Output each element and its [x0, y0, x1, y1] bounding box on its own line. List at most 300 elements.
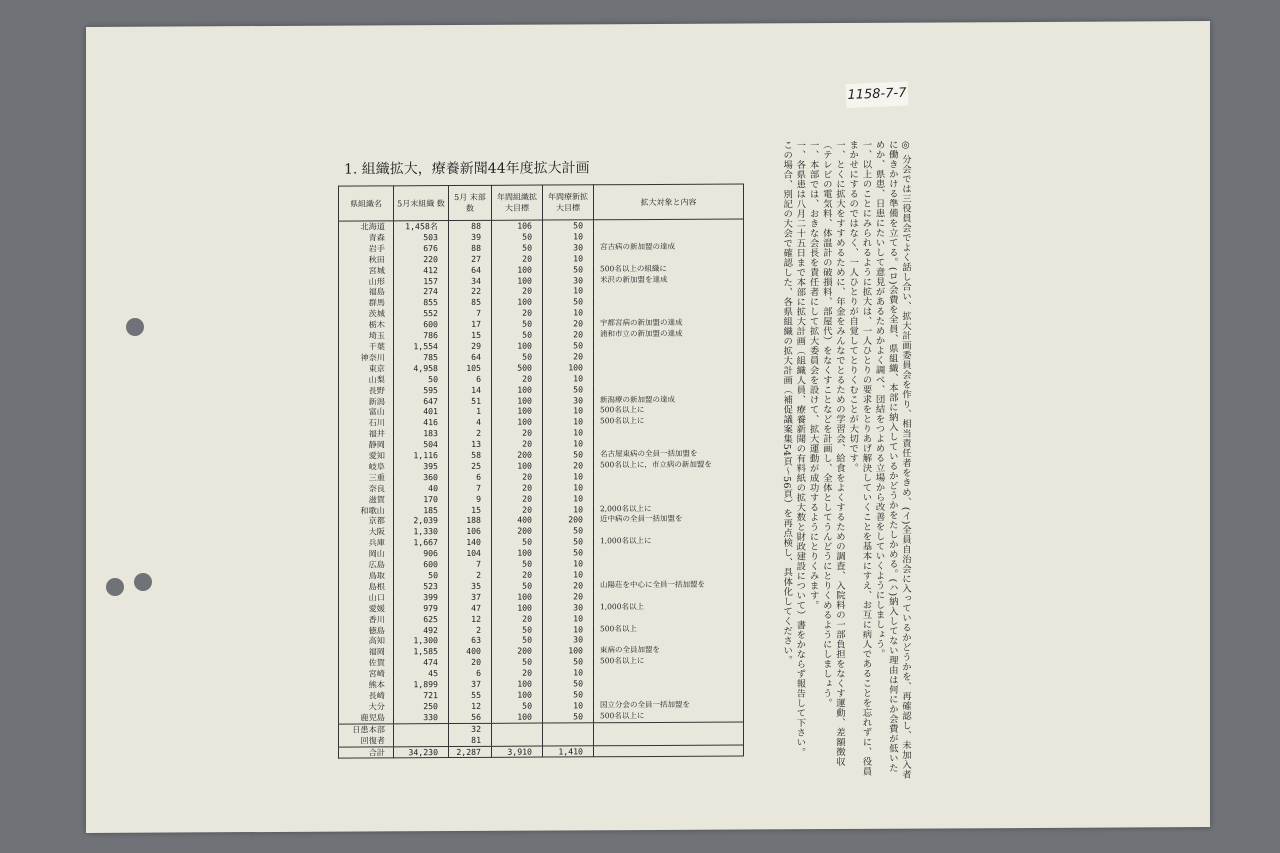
table-cell: 山口 — [339, 592, 394, 603]
table-cell: 30 — [543, 275, 594, 286]
table-cell: 412 — [394, 265, 449, 276]
table-cell: 6 — [449, 374, 492, 385]
table-cell: 10 — [543, 504, 594, 515]
table-cell: 1,116 — [394, 450, 449, 461]
table-cell: 100 — [492, 591, 543, 602]
table-cell — [594, 361, 744, 373]
table-cell: 399 — [394, 592, 449, 603]
table-cell: 10 — [543, 624, 594, 635]
table-cell: 岩手 — [339, 243, 394, 254]
table-cell — [594, 339, 744, 351]
table-cell: 10 — [543, 373, 594, 384]
table-cell: 100 — [492, 384, 543, 395]
table-cell: 10 — [543, 667, 594, 678]
table-cell: 500名以上に — [594, 656, 744, 668]
table-cell: 4,958 — [394, 363, 449, 374]
table-cell: 米沢の新加盟を達成 — [594, 274, 744, 286]
table-cell: 22 — [449, 286, 492, 297]
table-cell: 100 — [492, 548, 543, 559]
table-cell — [594, 558, 744, 570]
column-header: 5月末組織 数 — [394, 186, 449, 221]
table-cell: 50 — [543, 711, 594, 723]
punch-hole — [126, 318, 144, 336]
table-cell: 50 — [492, 559, 543, 570]
table-cell: 石川 — [339, 418, 394, 429]
table-cell: 157 — [394, 276, 449, 287]
table-cell: 合計 — [339, 746, 394, 758]
table-cell: 50 — [543, 537, 594, 548]
table-cell: 6 — [449, 668, 492, 679]
table-cell: 50 — [543, 220, 594, 232]
table-cell: 200 — [492, 526, 543, 537]
table-cell: 395 — [394, 461, 449, 472]
table-cell: 10 — [543, 286, 594, 297]
table-cell: 14 — [449, 384, 492, 395]
table-cell: 39 — [449, 232, 492, 243]
table-cell: 東病の全員加盟を — [594, 645, 744, 657]
table-cell: 104 — [449, 548, 492, 559]
table-cell: 埼玉 — [339, 330, 394, 341]
table-cell: 50 — [543, 340, 594, 351]
table-cell: 12 — [449, 613, 492, 624]
table-cell: 25 — [449, 461, 492, 472]
table-cell: 長野 — [339, 385, 394, 396]
table-cell — [594, 678, 744, 690]
table-cell: 宇都宮病の新加盟の達成 — [594, 318, 744, 330]
total-row — [339, 744, 744, 758]
paragraph: この場合、別記の大会で確認した、各県組織の拡大計画（補促議案集54頁〜56頁）を再点検し、具体化してください。 — [781, 140, 793, 666]
table-cell: 600 — [394, 559, 449, 570]
table-cell: 4 — [449, 417, 492, 428]
table-cell: 茨城 — [339, 309, 394, 320]
table-cell: 7 — [449, 308, 492, 319]
table-cell: 34,230 — [394, 746, 449, 758]
table-cell: 北海道 — [339, 221, 394, 233]
table-cell: 30 — [543, 602, 594, 613]
table-cell: 29 — [449, 341, 492, 352]
table-cell — [594, 307, 744, 319]
table-cell — [594, 438, 744, 450]
table-cell — [394, 735, 449, 747]
table-cell: 35 — [449, 581, 492, 592]
table-cell: 20 — [543, 580, 594, 591]
table-cell: 山梨 — [339, 374, 394, 385]
document-page — [86, 21, 1210, 833]
table-cell: 青森 — [339, 232, 394, 243]
table-cell: 50 — [492, 351, 543, 362]
table-cell — [594, 688, 744, 700]
table-cell: 50 — [543, 449, 594, 460]
table-cell: 10 — [543, 569, 594, 580]
table-cell: 64 — [449, 264, 492, 275]
table-cell — [594, 722, 744, 734]
table-cell: 愛媛 — [339, 603, 394, 614]
table-cell — [394, 723, 449, 735]
table-cell: 京都 — [339, 516, 394, 527]
table-cell: 979 — [394, 603, 449, 614]
table-cell — [594, 481, 744, 493]
table-cell — [594, 547, 744, 559]
table-cell: 奈良 — [339, 483, 394, 494]
table-cell: 福島 — [339, 287, 394, 298]
table-cell: 東京 — [339, 363, 394, 374]
table-cell: 40 — [394, 483, 449, 494]
table-cell: 1,585 — [394, 646, 449, 657]
table-cell: 浦和市立の新加盟の達成 — [594, 329, 744, 341]
table-cell: 20 — [543, 460, 594, 471]
table-cell: 1,000名以上 — [594, 601, 744, 613]
table-cell: 佐賀 — [339, 658, 394, 669]
table-cell — [594, 590, 744, 602]
table-cell: 416 — [394, 417, 449, 428]
table-cell: 10 — [543, 482, 594, 493]
table-cell: 220 — [394, 254, 449, 265]
table-cell: 27 — [449, 254, 492, 265]
table-cell: 1 — [449, 406, 492, 417]
table-cell: 20 — [492, 668, 543, 679]
table-cell: 50 — [492, 319, 543, 330]
table-cell: 50 — [543, 657, 594, 668]
table-cell: 88 — [449, 220, 492, 232]
table-cell: 新潟療の新加盟の達成 — [594, 394, 744, 406]
table-cell: 20 — [492, 570, 543, 581]
table-cell: 17 — [449, 319, 492, 330]
table-cell: 492 — [394, 625, 449, 636]
table-cell — [594, 383, 744, 395]
table-cell: 秋田 — [339, 254, 394, 265]
table-cell: 504 — [394, 439, 449, 450]
table-cell: 20 — [543, 318, 594, 329]
table-cell: 香川 — [339, 614, 394, 625]
table-cell: 100 — [492, 395, 543, 406]
table-cell — [594, 634, 744, 646]
table-cell: 647 — [394, 396, 449, 407]
table-cell — [594, 744, 744, 757]
table-cell — [492, 723, 543, 735]
table-cell: 50 — [543, 547, 594, 558]
table-cell — [594, 285, 744, 297]
punch-hole — [134, 573, 152, 591]
table-cell: 50 — [543, 384, 594, 395]
table-cell: 625 — [394, 614, 449, 625]
table-cell: 45 — [394, 668, 449, 679]
table-cell: 81 — [449, 734, 492, 746]
table-cell: 2,287 — [449, 746, 492, 758]
table-cell: 100 — [543, 362, 594, 373]
table-cell: 20 — [492, 253, 543, 264]
table-cell: 7 — [449, 483, 492, 494]
table-cell: 13 — [449, 439, 492, 450]
notes-text-block — [752, 140, 912, 781]
table-cell: 56 — [449, 712, 492, 724]
table-cell: 岡山 — [339, 549, 394, 560]
table-cell: 50 — [394, 374, 449, 385]
table-cell: 855 — [394, 297, 449, 308]
table-cell: 330 — [394, 712, 449, 724]
catalog-tag-label: 1158-7-7 — [846, 82, 909, 108]
table-cell: 20 — [492, 439, 543, 450]
table-cell: 1,899 — [394, 679, 449, 690]
table-cell: 2,039 — [394, 516, 449, 527]
table-cell: 熊本 — [339, 679, 394, 690]
column-header: 年間療新拡大目標 — [543, 185, 594, 220]
table-cell: 100 — [492, 341, 543, 352]
table-cell: 50 — [543, 264, 594, 275]
table-cell: 58 — [449, 450, 492, 461]
column-header: 5月 末部 数 — [449, 185, 492, 220]
table-cell: 徳島 — [339, 625, 394, 636]
table-cell: 20 — [492, 471, 543, 482]
table-cell: 100 — [492, 460, 543, 471]
table-cell: 50 — [492, 635, 543, 646]
table-cell: 100 — [492, 690, 543, 701]
table-cell: 2 — [449, 428, 492, 439]
table-cell: 50 — [492, 242, 543, 253]
table-cell: 50 — [543, 689, 594, 700]
table-cell: 10 — [543, 308, 594, 319]
table-cell: 786 — [394, 330, 449, 341]
table-cell: 785 — [394, 352, 449, 363]
table-cell: 20 — [492, 613, 543, 624]
table-cell: 10 — [543, 406, 594, 417]
table-cell: 100 — [492, 275, 543, 286]
table-cell: 20 — [492, 504, 543, 515]
table-cell: 100 — [492, 602, 543, 613]
table-cell — [543, 722, 594, 734]
table-cell: 15 — [449, 504, 492, 515]
table-cell: 1,300 — [394, 635, 449, 646]
table-cell: 9 — [449, 493, 492, 504]
table-cell — [594, 252, 744, 264]
table-cell: 51 — [449, 395, 492, 406]
table-cell: 近中病の全員一括加盟を — [594, 514, 744, 526]
table-cell — [543, 734, 594, 746]
table-cell — [594, 350, 744, 362]
table-cell: 鹿児島 — [339, 712, 394, 724]
table-cell: 7 — [449, 559, 492, 570]
table-cell: 20 — [492, 308, 543, 319]
table-cell: 岐阜 — [339, 461, 394, 472]
table-cell: 500名以上に，市立病の新加盟を — [594, 459, 744, 471]
table-cell: 10 — [543, 493, 594, 504]
table-cell: 500名以上に — [594, 416, 744, 428]
table-cell — [594, 568, 744, 580]
table-cell: 長崎 — [339, 690, 394, 701]
table-cell: 宮崎 — [339, 668, 394, 679]
table-cell: 30 — [543, 242, 594, 253]
table-cell: 愛知 — [339, 450, 394, 461]
table-cell: 1,000名以上に — [594, 536, 744, 548]
table-cell: 30 — [543, 395, 594, 406]
expansion-plan-table — [338, 183, 744, 759]
table-cell: 30 — [543, 635, 594, 646]
table-cell — [594, 492, 744, 504]
table-cell: 50 — [492, 231, 543, 242]
table-cell: 群馬 — [339, 298, 394, 309]
table-cell: 64 — [449, 352, 492, 363]
table-cell — [594, 219, 744, 231]
table-cell: 50 — [492, 624, 543, 635]
table-cell: 千葉 — [339, 341, 394, 352]
table-cell: 兵庫 — [339, 538, 394, 549]
column-header: 年間組織拡大目標 — [492, 185, 543, 220]
table-cell: 50 — [492, 657, 543, 668]
table-cell: 20 — [543, 329, 594, 340]
table-cell: 106 — [449, 526, 492, 537]
table-cell: 20 — [449, 657, 492, 668]
table-cell: 721 — [394, 690, 449, 701]
table-cell: 20 — [492, 373, 543, 384]
table-cell: 1,554 — [394, 341, 449, 352]
table-cell: 10 — [543, 558, 594, 569]
table-cell: 183 — [394, 428, 449, 439]
table-cell: 宮城 — [339, 265, 394, 276]
table-cell: 360 — [394, 472, 449, 483]
table-cell: 106 — [492, 220, 543, 232]
table-cell: 503 — [394, 232, 449, 243]
table-cell: 85 — [449, 297, 492, 308]
table-cell: 200 — [543, 515, 594, 526]
table-cell: 20 — [492, 286, 543, 297]
table-cell: 600 — [394, 319, 449, 330]
table-cell: 新潟 — [339, 396, 394, 407]
table-cell: 2 — [449, 624, 492, 635]
table-cell: 福岡 — [339, 647, 394, 658]
table-cell: 676 — [394, 243, 449, 254]
table-cell: 10 — [543, 700, 594, 711]
table-cell: 32 — [449, 723, 492, 735]
table-cell: 10 — [543, 417, 594, 428]
page-title: 1. 組織拡大，療養新聞44年度拡大計画 — [344, 160, 590, 178]
table-cell: 50 — [492, 330, 543, 341]
table-cell — [594, 427, 744, 439]
table-cell: 50 — [543, 678, 594, 689]
table-cell: 大分 — [339, 701, 394, 712]
table-cell — [594, 372, 744, 384]
table-cell: 100 — [492, 264, 543, 275]
table-cell: 10 — [543, 428, 594, 439]
table-cell: 10 — [543, 438, 594, 449]
table-cell: 栃木 — [339, 319, 394, 330]
table-cell: 100 — [492, 406, 543, 417]
table-cell: 三重 — [339, 472, 394, 483]
paragraph: ◎ 分会では三役員会でよく話し合い、拡大計画委員会を作り、相当責任者をきめ、(イ)全員自治会に入っているかどうかを、再確認し、未加入者に働きかける準備を立てる。(ロ)会費を全員、県組織、本部に納入しているかどうかをたしかめる。(ハ)納入してない理由は何にか会費が低いためか、県患、日患にたいして意見があるためかよく調べ、団結をつよめる立場から改善をしていくようにしましょう。 — [873, 139, 911, 780]
table-cell — [594, 470, 744, 482]
table-cell: 50 — [543, 526, 594, 537]
column-header: 拡大対象と内容 — [594, 184, 744, 220]
table-cell: 宮古病の新加盟の達成 — [594, 241, 744, 253]
table-cell — [594, 296, 744, 308]
table-cell — [594, 733, 744, 745]
table-cell: 福井 — [339, 429, 394, 440]
table-cell: 20 — [492, 482, 543, 493]
table-cell: 906 — [394, 548, 449, 559]
table-cell: 170 — [394, 494, 449, 505]
table-header-row — [339, 184, 744, 221]
table-cell: 500名以上の組織に — [594, 263, 744, 275]
table-cell: 名古屋東病の全員一括加盟を — [594, 449, 744, 461]
table-cell: 回復者 — [339, 735, 394, 747]
table-cell: 50 — [492, 700, 543, 711]
table-cell: 50 — [492, 580, 543, 591]
table-cell: 63 — [449, 635, 492, 646]
table-cell: 20 — [543, 591, 594, 602]
table-cell: 山陽荘を中心に全員一括加盟を — [594, 579, 744, 591]
table-cell: 2,000名以上に — [594, 503, 744, 515]
table-cell: 188 — [449, 515, 492, 526]
table-cell: 552 — [394, 308, 449, 319]
table-cell: 1,458名 — [394, 221, 449, 233]
table-cell: 50 — [543, 297, 594, 308]
table-cell: 47 — [449, 603, 492, 614]
table-cell: 500名以上に — [594, 405, 744, 417]
table-cell — [594, 525, 744, 537]
table-cell: 100 — [492, 679, 543, 690]
table-cell: 50 — [394, 570, 449, 581]
table-cell: 島根 — [339, 581, 394, 592]
table-cell: 50 — [492, 537, 543, 548]
table-cell: 20 — [492, 428, 543, 439]
table-cell: 200 — [492, 450, 543, 461]
table-cell: 500 — [492, 362, 543, 373]
table-cell: 595 — [394, 385, 449, 396]
table-cell: 500名以上に — [594, 710, 744, 722]
table-cell: 6 — [449, 472, 492, 483]
table-cell — [492, 734, 543, 746]
table-cell: 12 — [449, 701, 492, 712]
table-cell: 和歌山 — [339, 505, 394, 516]
paragraph: 一、以上のことにみられるように拡大は、一人ひとりの要求をとりあげ解決していくことを基本にすえ、お互に病人であることを忘れずに、役員まかせにするのではなく、一人ひとりが自覚してとりくむことが大切です。 — [847, 139, 872, 777]
table-cell: 474 — [394, 657, 449, 668]
table-cell: 105 — [449, 363, 492, 374]
table-cell: 10 — [543, 231, 594, 242]
table-cell: 神奈川 — [339, 352, 394, 363]
table-cell: 10 — [543, 613, 594, 624]
table-cell: 400 — [449, 646, 492, 657]
table-cell: 500名以上 — [594, 623, 744, 635]
table-cell: 1,667 — [394, 537, 449, 548]
table-cell: 日患本部 — [339, 724, 394, 736]
table-cell: 1,410 — [543, 745, 594, 757]
table-cell: 200 — [492, 646, 543, 657]
paragraph: 一、各県患は八月二十五日まで本部に拡大計画（組織人員、療養新聞の有料紙の拡大数と財政建設について）書をかならず報告して下さい。 — [794, 140, 806, 758]
table-cell — [594, 612, 744, 624]
table-body — [339, 219, 744, 759]
paragraph: 一、本部では、おきな会長を責任者にして拡大委員会を設けて、拡大運動が成功するようにとりくみます。 — [807, 140, 819, 611]
table-cell: 山形 — [339, 276, 394, 287]
table-cell: 富山 — [339, 407, 394, 418]
table-cell: 高知 — [339, 636, 394, 647]
table-cell: 100 — [492, 417, 543, 428]
table-cell: 34 — [449, 275, 492, 286]
table-cell: 静岡 — [339, 439, 394, 450]
table-cell: 15 — [449, 330, 492, 341]
table-cell: 10 — [543, 471, 594, 482]
table-cell: 88 — [449, 243, 492, 254]
table-cell: 274 — [394, 286, 449, 297]
punch-hole — [106, 578, 124, 596]
table-cell: 国立分会の全員一括加盟を — [594, 699, 744, 711]
table-cell: 100 — [492, 297, 543, 308]
table-cell: 401 — [394, 406, 449, 417]
table-cell: 100 — [492, 711, 543, 723]
table-cell: 140 — [449, 537, 492, 548]
table-cell: 523 — [394, 581, 449, 592]
table-cell: 250 — [394, 701, 449, 712]
table-cell: 37 — [449, 679, 492, 690]
table-cell: 広島 — [339, 559, 394, 570]
table-cell: 鳥取 — [339, 570, 394, 581]
